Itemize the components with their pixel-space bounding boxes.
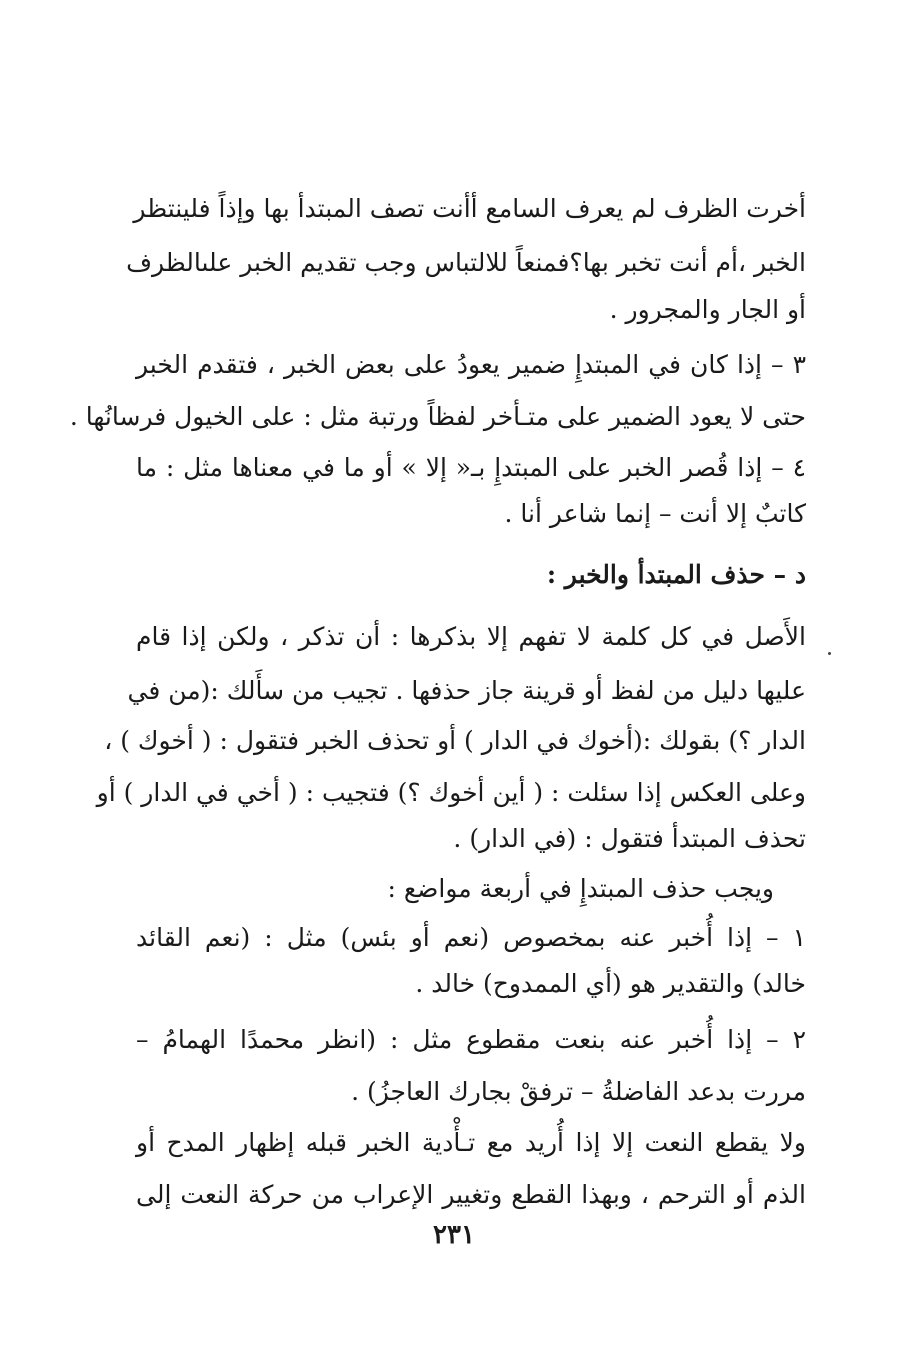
text-line: أخرت الظرف لم يعرف السامع أأنت تصف المبتدأ بها وإذاً فلينتظر <box>133 194 806 223</box>
text-line: ٤ – إذا قُصر الخبر على المبتدإِ بـ« إلا » أو ما في معناها مثل : ما <box>136 453 806 482</box>
text-line: ١ – إذا أُخبر عنه بمخصوص (نعم أو بئس) مثل : (نعم القائد <box>136 923 806 952</box>
text-line: الأَصل في كل كلمة لا تفهم إلا بذكرها : أن تذكر ، ولكن إذا قام <box>136 622 806 651</box>
page-number: ٢٣١ <box>433 1220 475 1250</box>
text-line: تحذف المبتدأ فتقول : (في الدار) . <box>453 824 806 853</box>
text-line: ٢ – إذا أُخبر عنه بنعت مقطوع مثل : (انظر محمدًا الهمامُ – <box>136 1025 806 1054</box>
section-heading: د – حذف المبتدأ والخبر : <box>546 560 806 589</box>
text-line: عليها دليل من لفظ أو قرينة جاز حذفها . تجيب من سأَلك :(من في <box>127 676 806 705</box>
text-line: حتى لا يعود الضمير على متـأخر لفظاً ورتبة مثل : على الخيول فرسانُها . <box>69 402 806 431</box>
text-line: وعلى العكس إذا سئلت : ( أين أخوك ؟) فتجيب : ( أخي في الدار ) أو <box>96 778 806 807</box>
text-line: خالد) والتقدير هو (أي الممدوح) خالد . <box>415 969 806 998</box>
text-line: ولا يقطع النعت إلا إذا أُريد مع تـأْدية الخبر قبله إظهار المدح أو <box>136 1128 806 1157</box>
text-line: الدار ؟) بقولك :(أخوك في الدار ) أو تحذف الخبر فتقول : ( أخوك ) ، <box>104 726 806 755</box>
text-line: ٣ – إذا كان في المبتدإِ ضمير يعودُ على بعض الخبر ، فتقدم الخبر <box>136 350 806 379</box>
paper-speck <box>828 652 831 655</box>
text-line: ويجب حذف المبتدإِ في أربعة مواضع : <box>387 874 774 903</box>
text-line: الخبر ،أم أنت تخبر بها؟فمنعاً للالتباس وجب تقديم الخبر علىالظرف <box>126 248 806 277</box>
text-line: كاتبٌ إلا أنت – إنما شاعر أنا . <box>504 499 806 528</box>
text-line: الذم أو الترحم ، وبهذا القطع وتغيير الإعراب من حركة النعت إلى <box>136 1180 806 1209</box>
text-line: أو الجار والمجرور . <box>609 295 806 324</box>
text-line: مررت بدعد الفاضلةُ – ترفقْ بجارك العاجزُ) . <box>351 1077 806 1106</box>
